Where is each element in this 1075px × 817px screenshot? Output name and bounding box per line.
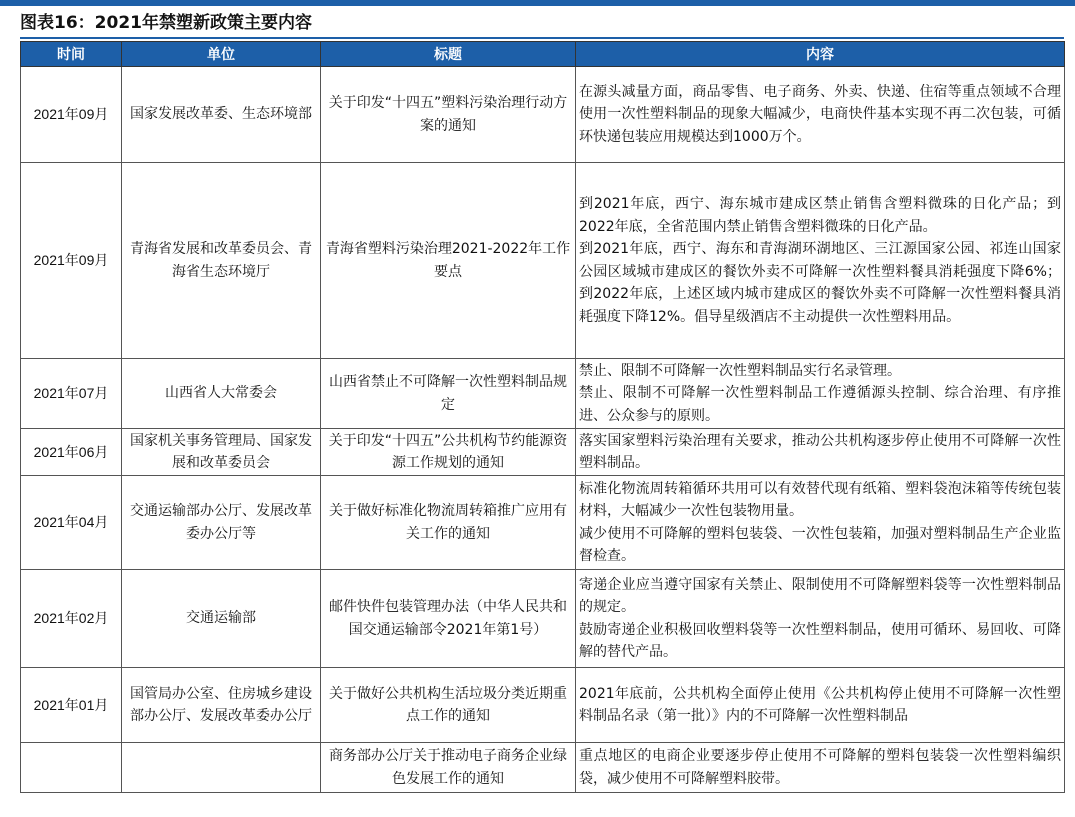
cell-title: 山西省禁止不可降解一次性塑料制品规定 <box>321 359 576 429</box>
cell-unit: 交通运输部 <box>122 570 321 668</box>
content-paragraph: 到2021年底，西宁、海东城市建成区禁止销售含塑料微珠的日化产品；到2022年底，全省范围内禁止销售含塑料微珠的日化产品。 <box>579 196 1061 235</box>
cell-content <box>576 429 1065 476</box>
cell-time: 2021年01月 <box>21 668 122 743</box>
content-paragraph: 鼓励寄递企业积极回收塑料袋等一次性塑料制品，使用可循环、易回收、可降解的替代产品。 <box>579 621 1061 660</box>
cell-unit <box>122 743 321 793</box>
header-unit: 单位 <box>122 42 321 67</box>
cell-content <box>576 67 1065 163</box>
cell-title: 邮件快件包装管理办法（中华人民共和国交通运输部令2021年第1号） <box>321 570 576 668</box>
content-paragraph: 重点地区的电商企业要逐步停止使用不可降解的塑料包装袋一次性塑料编织袋，减少使用不可降解塑料胶带。 <box>579 748 1061 787</box>
table-row <box>21 429 1065 476</box>
cell-content <box>576 359 1065 429</box>
table-row <box>21 743 1065 793</box>
cell-content <box>576 476 1065 570</box>
cell-time: 2021年09月 <box>21 67 122 163</box>
cell-time: 2021年06月 <box>21 429 122 476</box>
cell-content <box>576 570 1065 668</box>
cell-title: 关于印发“十四五”塑料污染治理行动方案的通知 <box>321 67 576 163</box>
title-underline <box>20 37 1064 39</box>
cell-title: 关于做好公共机构生活垃圾分类近期重点工作的通知 <box>321 668 576 743</box>
content-paragraph: 禁止、限制不可降解一次性塑料制品实行名录管理。 <box>579 362 901 379</box>
cell-time: 2021年07月 <box>21 359 122 429</box>
cell-unit: 国家发展改革委、生态环境部 <box>122 67 321 163</box>
header-time: 时间 <box>21 42 122 67</box>
cell-content <box>576 163 1065 359</box>
header-content: 内容 <box>576 42 1065 67</box>
content-paragraph: 减少使用不可降解的塑料包装袋、一次性包装箱，加强对塑料制品生产企业监督检查。 <box>579 525 1061 564</box>
table-row <box>21 476 1065 570</box>
content-paragraph: 到2021年底，西宁、海东和青海湖环湖地区、三江源国家公园、祁连山国家公园区域城市建成区的餐饮外卖不可降解一次性塑料餐具消耗强度下降6%；到2022年底，上述区域内城市建成区的餐饮外卖不可降解一次性塑料餐具消耗强度下降12%。倡导星级酒店不主动提供一次性塑料用品。 <box>579 241 1061 325</box>
table-row <box>21 359 1065 429</box>
content-paragraph: 落实国家塑料污染治理有关要求，推动公共机构逐步停止使用不可降解一次性塑料制品。 <box>579 432 1061 471</box>
content-paragraph: 标准化物流周转箱循环共用可以有效替代现有纸箱、塑料袋泡沫箱等传统包装材料，大幅减少一次性包装物用量。 <box>579 480 1061 519</box>
cell-content <box>576 743 1065 793</box>
cell-title: 青海省塑料污染治理2021-2022年工作要点 <box>321 163 576 359</box>
table-header-row <box>21 42 1065 67</box>
content-paragraph: 2021年底前，公共机构全面停止使用《公共机构停止使用不可降解一次性塑料制品名录（第一批）》内的不可降解一次性塑料制品 <box>579 685 1061 724</box>
content-paragraph: 寄递企业应当遵守国家有关禁止、限制使用不可降解塑料袋等一次性塑料制品的规定。 <box>579 576 1061 615</box>
cell-title: 关于做好标准化物流周转箱推广应用有关工作的通知 <box>321 476 576 570</box>
table-row <box>21 163 1065 359</box>
cell-time: 2021年09月 <box>21 163 122 359</box>
header-title: 标题 <box>321 42 576 67</box>
top-accent-bar <box>0 0 1075 6</box>
content-paragraph: 禁止、限制不可降解一次性塑料制品工作遵循源头控制、综合治理、有序推进、公众参与的原则。 <box>579 385 1061 424</box>
cell-content <box>576 668 1065 743</box>
cell-unit: 交通运输部办公厅、发展改革委办公厅等 <box>122 476 321 570</box>
cell-unit: 山西省人大常委会 <box>122 359 321 429</box>
cell-time: 2021年02月 <box>21 570 122 668</box>
policy-table <box>20 41 1065 793</box>
content-paragraph: 在源头减量方面，商品零售、电子商务、外卖、快递、住宿等重点领域不合理使用一次性塑料制品的现象大幅减少，电商快件基本实现不再二次包装，可循环快递包装应用规模达到1000万个。 <box>579 83 1061 145</box>
figure-title: 图表16：2021年禁塑新政策主要内容 <box>20 13 312 33</box>
cell-title: 商务部办公厅关于推动电子商务企业绿色发展工作的通知 <box>321 743 576 793</box>
cell-time <box>21 743 122 793</box>
table-row <box>21 570 1065 668</box>
cell-title: 关于印发“十四五”公共机构节约能源资源工作规划的通知 <box>321 429 576 476</box>
cell-unit: 国家机关事务管理局、国家发展和改革委员会 <box>122 429 321 476</box>
table-row <box>21 67 1065 163</box>
cell-unit: 青海省发展和改革委员会、青海省生态环境厅 <box>122 163 321 359</box>
table-row <box>21 668 1065 743</box>
cell-unit: 国管局办公室、住房城乡建设部办公厅、发展改革委办公厅 <box>122 668 321 743</box>
cell-time: 2021年04月 <box>21 476 122 570</box>
